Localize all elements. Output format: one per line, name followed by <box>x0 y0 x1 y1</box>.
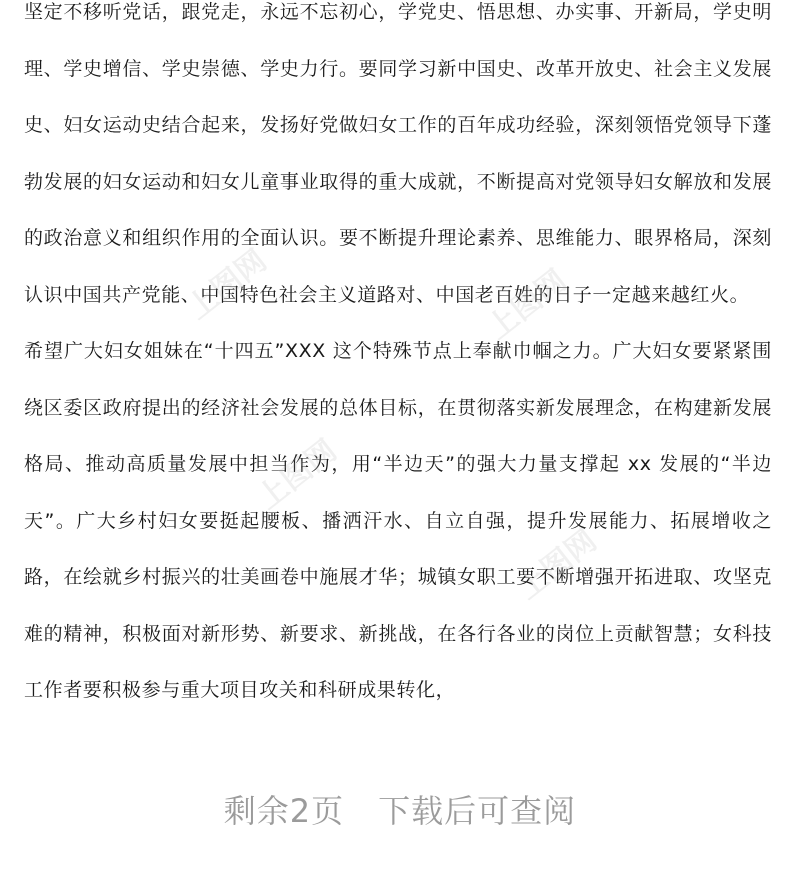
paragraph-2: 希望广大妇女姐妹在“十四五”XXX 这个特殊节点上奉献巾帼之力。广大妇女要紧紧围绕区委区政府提出的经济社会发展的总体目标，在贯彻落实新发展理念，在构建新发展格局、推动高质量发展中担当作为，用“半边天”的强大力量支撑起 xx 发展的“半边天”。广大乡村妇女要挺起腰板、播洒汗水、自立自强，提升发展能力、拓展增收之路，在绘就乡村振兴的壮美画卷中施展才华；城镇女职工要不断增强开拓进取、攻坚克难的精神，积极面对新形势、新要求、新挑战，在各行各业的岗位上贡献智慧；女科技工作者要积极参与重大项目攻关和科研成果转化， <box>24 340 772 701</box>
watermark: 上图网 <box>250 433 344 517</box>
document-body <box>24 0 772 719</box>
download-to-view-label: 下载后可查阅 <box>378 792 577 830</box>
watermark: 上图网 <box>180 243 274 327</box>
download-prompt[interactable] <box>0 786 800 832</box>
watermark: 上图网 <box>510 523 604 607</box>
remaining-pages-label: 剩余2页 <box>223 792 345 830</box>
watermark: 上图网 <box>480 263 574 347</box>
paragraph-1: 坚定不移听党话，跟党走，永远不忘初心，学党史、悟思想、办实事、开新局，学史明理、学史增信、学史崇德、学史力行。要同学习新中国史、改革开放史、社会主义发展史、妇女运动史结合起来，发扬好党做妇女工作的百年成功经验，深刻领悟党领导下蓬勃发展的妇女运动和妇女儿童事业取得的重大成就，不断提高对党领导妇女解放和发展的政治意义和组织作用的全面认识。要不断提升理论素养、思维能力、眼界格局，深刻认识中国共产党能、中国特色社会主义道路对、中国老百姓的日子一定越来越红火。 <box>24 1 772 306</box>
